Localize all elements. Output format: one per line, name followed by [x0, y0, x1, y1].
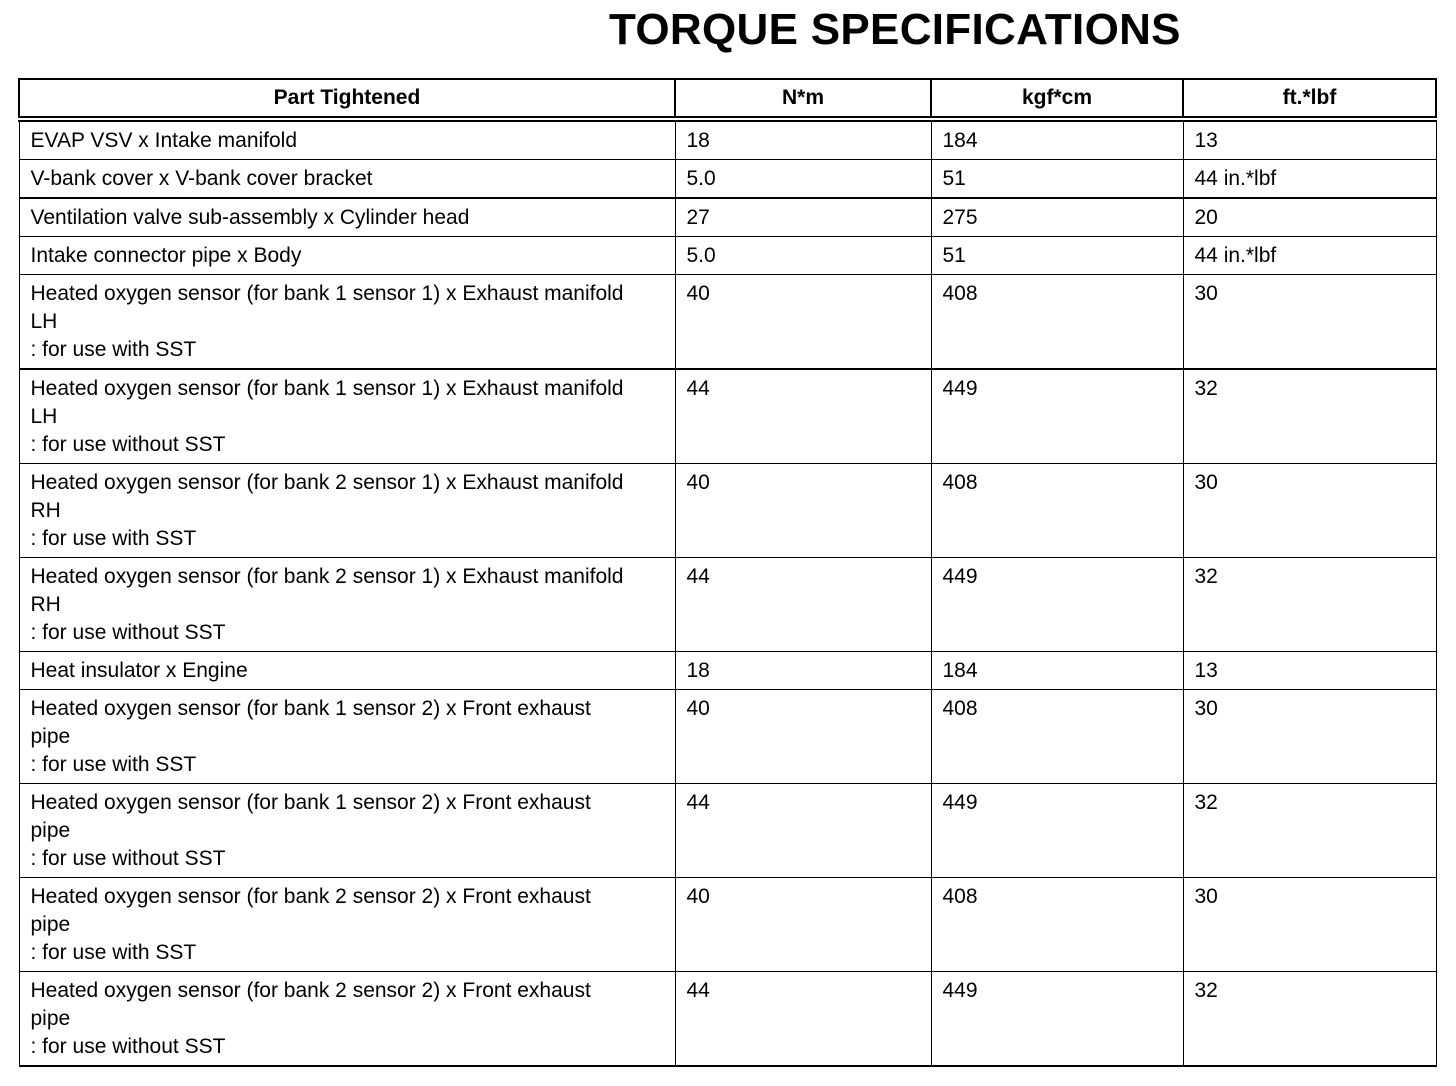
ftlbf-cell: 30: [1183, 690, 1436, 784]
ftlbf-cell: 30: [1183, 464, 1436, 558]
nm-cell: 44: [675, 558, 931, 652]
nm-cell: 40: [675, 275, 931, 370]
kgfcm-cell: 184: [931, 652, 1183, 690]
part-cell: Heated oxygen sensor (for bank 2 sensor 2) x Front exhaust pipe : for use with SST: [19, 878, 675, 972]
kgfcm-cell: 408: [931, 878, 1183, 972]
ftlbf-cell: 44 in.*lbf: [1183, 160, 1436, 199]
part-cell: Heat insulator x Engine: [19, 652, 675, 690]
nm-cell: 44: [675, 369, 931, 464]
kgfcm-cell: 449: [931, 972, 1183, 1067]
table-row: [19, 784, 1436, 878]
table-row: [19, 690, 1436, 784]
table-row: [19, 275, 1436, 370]
part-cell: Heated oxygen sensor (for bank 1 sensor 1) x Exhaust manifold LH : for use with SST: [19, 275, 675, 370]
kgfcm-cell: 51: [931, 237, 1183, 275]
table-row: [19, 972, 1436, 1067]
nm-cell: 40: [675, 690, 931, 784]
nm-cell: 44: [675, 784, 931, 878]
table-row: [19, 160, 1436, 199]
kgfcm-cell: 408: [931, 690, 1183, 784]
column-header-ftlbf: ft.*lbf: [1183, 79, 1436, 119]
table-row: [19, 369, 1436, 464]
kgfcm-cell: 449: [931, 369, 1183, 464]
kgfcm-cell: 408: [931, 275, 1183, 370]
nm-cell: 5.0: [675, 237, 931, 275]
nm-cell: 5.0: [675, 160, 931, 199]
part-cell: Heated oxygen sensor (for bank 2 sensor 1) x Exhaust manifold RH : for use with SST: [19, 464, 675, 558]
table-row: [19, 558, 1436, 652]
kgfcm-cell: 275: [931, 198, 1183, 237]
table-row: [19, 237, 1436, 275]
ftlbf-cell: 30: [1183, 275, 1436, 370]
part-cell: Heated oxygen sensor (for bank 1 sensor 2) x Front exhaust pipe : for use with SST: [19, 690, 675, 784]
column-header-nm: N*m: [675, 79, 931, 119]
kgfcm-cell: 184: [931, 119, 1183, 160]
nm-cell: 40: [675, 464, 931, 558]
kgfcm-cell: 449: [931, 558, 1183, 652]
ftlbf-cell: 20: [1183, 198, 1436, 237]
nm-cell: 18: [675, 652, 931, 690]
ftlbf-cell: 32: [1183, 369, 1436, 464]
ftlbf-cell: 13: [1183, 119, 1436, 160]
ftlbf-cell: 44 in.*lbf: [1183, 237, 1436, 275]
kgfcm-cell: 449: [931, 784, 1183, 878]
table-row: [19, 119, 1436, 160]
table-row: [19, 464, 1436, 558]
ftlbf-cell: 32: [1183, 972, 1436, 1067]
part-cell: Heated oxygen sensor (for bank 1 sensor 2) x Front exhaust pipe : for use without SST: [19, 784, 675, 878]
part-cell: Ventilation valve sub-assembly x Cylinder head: [19, 198, 675, 237]
part-cell: Heated oxygen sensor (for bank 2 sensor 1) x Exhaust manifold RH : for use without SST: [19, 558, 675, 652]
kgfcm-cell: 408: [931, 464, 1183, 558]
nm-cell: 27: [675, 198, 931, 237]
part-cell: Heated oxygen sensor (for bank 2 sensor 2) x Front exhaust pipe : for use without SST: [19, 972, 675, 1067]
nm-cell: 18: [675, 119, 931, 160]
nm-cell: 44: [675, 972, 931, 1067]
nm-cell: 40: [675, 878, 931, 972]
part-cell: Heated oxygen sensor (for bank 1 sensor 1) x Exhaust manifold LH : for use without SST: [19, 369, 675, 464]
column-header-part: Part Tightened: [19, 79, 675, 119]
ftlbf-cell: 32: [1183, 784, 1436, 878]
part-cell: EVAP VSV x Intake manifold: [19, 119, 675, 160]
ftlbf-cell: 32: [1183, 558, 1436, 652]
page-title: TORQUE SPECIFICATIONS: [609, 5, 1181, 54]
kgfcm-cell: 51: [931, 160, 1183, 199]
ftlbf-cell: 13: [1183, 652, 1436, 690]
part-cell: V-bank cover x V-bank cover bracket: [19, 160, 675, 199]
table-header-row: [19, 79, 1436, 119]
table-row: [19, 652, 1436, 690]
ftlbf-cell: 30: [1183, 878, 1436, 972]
part-cell: Intake connector pipe x Body: [19, 237, 675, 275]
table-row: [19, 878, 1436, 972]
torque-spec-table: [18, 78, 1437, 1067]
column-header-kgfcm: kgf*cm: [931, 79, 1183, 119]
table-row: [19, 198, 1436, 237]
